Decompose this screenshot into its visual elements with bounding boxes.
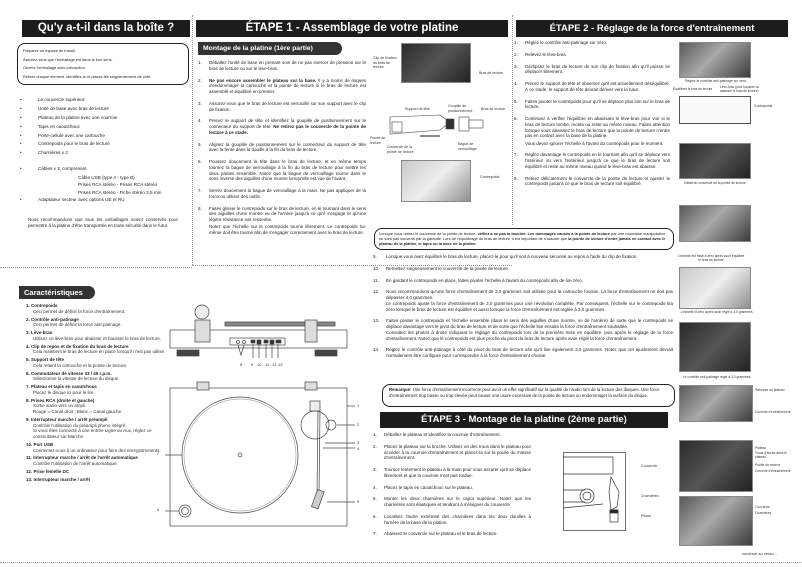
label-clip: Clip de fixation du bras de lecture [373, 56, 397, 70]
caption: L'échelle est mise à zéro après avoir équilibré le bras de lecture [677, 254, 745, 263]
feature-desc: Sélectionne la vitesse de lecture du disque. [33, 376, 120, 382]
headshell-diagram [380, 112, 490, 142]
platter-belt-photo [679, 385, 753, 422]
hinge-diagram [563, 452, 631, 532]
feature-title: Port USB [33, 441, 54, 447]
unpacking-instructions-box [17, 43, 189, 85]
feature-item [26, 455, 166, 467]
antiskate-zero-photo [679, 42, 751, 78]
label-counterweight: Contrepoids [754, 104, 773, 108]
intro-line: Assurez-vous que l'emballage est dans le bon sens. [23, 56, 113, 62]
callout-11: 11 [265, 362, 270, 367]
feature-item [26, 384, 166, 396]
label-cover: Couvercle [641, 464, 658, 468]
feature-number: 3. [26, 330, 30, 335]
step3-list [373, 432, 531, 543]
feature-title: Interrupteur marche / arrêt de l'arrêt automatique [33, 455, 138, 461]
step-item: 14. Réglez le contrôle anti-patinage à côté du pivot du bras de lecture afin qu'il lise également 3,0 grammes. Notez que cet ajustement devrait normalement être configuré pour correspondre à la force d'entraînement choisie. [373, 347, 673, 358]
list-subitem: Câble USB (type A - type B) [78, 175, 135, 180]
step-item: 3. Assurez-vous que le bras de lecture est verrouillé sur son support avec le clip de fixation. [198, 100, 366, 112]
step1-list [198, 60, 366, 242]
feature-number: 9. [26, 416, 30, 422]
feature-number: 1. [26, 303, 30, 308]
feature-title: Interrupteur marche / arrêt [33, 476, 91, 482]
label-pin: Goupille de positionnement [448, 104, 473, 113]
feature-item [26, 442, 166, 454]
features-list [26, 303, 166, 484]
step-item: 5. Faites pivoter le contrepoids pour qu'il se déplace plus loin sur le bras de lecture. [514, 98, 670, 110]
label-drive-belt: Courroie d'entraînement [755, 410, 791, 414]
label-arm: Bras de lecture [479, 71, 504, 75]
step2-title: ÉTAPE 2 - Réglage de la force d'entraînement [516, 20, 788, 37]
feature-desc: Sortie audio vers un ampli. [33, 403, 87, 409]
feature-number: 11. [26, 455, 33, 461]
feature-number: 4. [26, 343, 30, 349]
label-hinges: Charnières [641, 494, 659, 498]
list-subitem: Prises RCA stéréo - Fiche stéréo 3,5 mm [78, 189, 162, 195]
list-item: • Câbles x 3, comprenant [10, 166, 190, 172]
feature-item [26, 417, 166, 440]
divider [0, 562, 802, 563]
label-arm2: Bras de lecture [481, 107, 506, 111]
step2-list-continued [373, 254, 673, 365]
divider [0, 267, 192, 268]
callout-7: 7 [157, 452, 159, 456]
step-item: 11. En gardant le contrepoids en place, faites pivoter l'échelle à l'avant du contrepoids afin de lire zéro. [373, 277, 583, 283]
tonearm-clip-photo [401, 43, 471, 83]
label-lid: Couvercle [755, 505, 770, 509]
feature-item [26, 357, 166, 369]
antiskate-3g-photo [679, 322, 751, 372]
feature-title: Clip de repos et de fixation du bras de lecture [31, 343, 129, 349]
callout-6: 6 [157, 508, 159, 512]
platter-pulley-photo [679, 440, 753, 492]
feature-desc: Connectez-vous à un ordinateur pour faire des enregistrements. [33, 447, 161, 453]
label-counterweight: Contrepoids [480, 175, 500, 179]
step-item: 4. Placez le tapis en caoutchouc sur le plateau. [373, 484, 474, 490]
list-item: • Porte-cellule avec une cartouche [10, 133, 190, 139]
step-item: 9. Lorsque vous avez équilibré le bras de lecture, placez-le pour qu'il soit à nouveau sécurisé au repos à l'aide du clip de fixation. [373, 254, 638, 259]
feature-title: Commutateur de vitesse 33 / 45 r.p.m. [31, 370, 112, 376]
packaging-note: Nous recommandons que tous les emballages soient conservés pour permettre à la platine d'être transportée en toute sécurité dans le futur. [28, 217, 178, 228]
callout-12: 12 [272, 362, 277, 367]
feature-number: 2. [26, 316, 30, 322]
callout-2: 2 [357, 422, 360, 427]
feature-title: Prises RCA (droite et gauche) [31, 397, 95, 403]
callout-9: 9 [251, 362, 254, 367]
step-item: 6. Poussez doucement la tête dans le bras de lecture, et en même temps tournez la bague de verrouillage à la fin du bras de lecture pour mettre les deux parties ensemble. Notez que la bague de verrouillage tourne dans le sens inverse des aiguilles d'une montre lorsqu'elle est vue de l'avant. [198, 159, 366, 182]
label-stylus: Pointe de lecture [370, 136, 386, 145]
step-item: 10. Remettez soigneusement le couvercle de la pointe de lecture. [373, 265, 510, 271]
feature-title: Lève-bras [31, 330, 53, 335]
feature-desc: Cela retient la cartouche et la pointe de lecture. [33, 362, 128, 368]
callout-8: 8 [240, 362, 243, 367]
step-item: 7. Serrez doucement la bague de verrouillage à la main. Ne pas appliquer de la force ou utiliser des outils. [198, 188, 366, 199]
label-ring: Bague de verrouillage [458, 142, 477, 151]
step2-list [514, 40, 670, 193]
list-item: • Unité de base avec bras de lecture [10, 106, 190, 112]
feature-item [26, 477, 166, 483]
step-item: 4. Prenez le support de tête et observez qu'il est actuellement déséquilibré. À ce stade, le support de tête devrait dériver vers le haut. [514, 81, 670, 92]
list-item: • Plateau de la platine avec une courroie [10, 115, 190, 121]
stylus-cover-photo [679, 143, 751, 179]
step-item: 5. Monter les deux charnières sur le capot supérieur. Notez que les charnières sont élastiques et tendront à s'éloigner du couvercle. [373, 496, 531, 507]
box-contents-title: Qu'y a-t-il dans la boîte ? [22, 20, 190, 37]
feature-desc: Ceci permet de définir la force d'entraînement. [33, 308, 126, 314]
step-item: 1. Déballez le plateau et identifiez la courroie d'entraînement. [373, 432, 501, 437]
step-item: 3. Déclipsez le bras de lecture de son clip de fixation afin qu'il puisse se déplacer librement. [514, 63, 670, 75]
step-item: 8. Retirez délicatement le couvercle de la pointe de lecture et ajustez le contrepoids jusqu'à ce que le bras de lecture soit équilibré. [514, 175, 670, 187]
label-hinges-photo: Charnières [755, 511, 772, 515]
feature-item [26, 303, 166, 315]
feature-number: 6. [26, 370, 30, 376]
callout-5: 5 [357, 499, 360, 504]
counterweight-photo [401, 160, 471, 202]
step-item: 4. Prenez le support de tête et identifiez la goupille de positionnement sur le connecteur du support de tête. Ne retirez pas le couvercle de la pointe de lecture à ce stade. [198, 118, 366, 135]
feature-desc: Utilisez ce lève-bras pour abaisser et hausser le bras de lecture. [33, 335, 162, 341]
step-item: 2. Placez le plateau sur la broche. Utilisez un des trous dans le plateau pour accéder à la courroie d'entraînement et placez-la sur la poulie du moteur d'entraînement. [373, 443, 531, 461]
label-balance: Équilibrez le bras de lecture [673, 87, 713, 91]
feature-item [26, 317, 166, 329]
intro-line: Préparez un espace de travail. [23, 48, 76, 53]
balance-diagram [679, 96, 751, 124]
list-item: • Contrepoids pour le bras de lecture [10, 141, 190, 147]
step-item: 13. Faites pivoter le contrepoids et l'échelle ensemble (dans le sens des aiguilles d'une montre, vu de l'arrière) de sorte que le contrepoids se déplace davantage vers le pivot du bras de lecture et de sorte que l'échelle lise ensuite la force d'entraînement souhaitée. Consultez les photos à droite indiquant le réglage du contrepoids lors de la première mise en équilibre, puis après le réglage de la force d'entraînement. Notez que le contrepoids est plus proche du pivot du bras de lecture après avoir réglé la force d'entraînement. [373, 318, 673, 341]
caption: Détail du couvercle de la pointe de lecture [684, 181, 746, 185]
step-item: 8. Faites glisser le contrepoids sur le bras de lecture, en le tournant dans le sens des aiguilles d'une montre vu de l'arrière jusqu'à ce qu'il s'engage et qu'une légère résistance soit ressentie. Notez que l'échelle sur le contrepoids tourne librement. Le contrepoids lui-même doit être tourné afin de s'engager correctement avec le bras de lecture. [198, 205, 366, 235]
feature-item [26, 344, 166, 356]
features-title: Caractéristiques [19, 286, 95, 299]
feature-title: Plateau et tapis en caoutchouc [31, 384, 98, 389]
feature-desc: Rouge = Canal droit ; Blanc = Canal gauche. [33, 409, 123, 414]
callout-4: 4 [357, 446, 360, 451]
step-item: 1. Réglez le contrôle anti-patinage sur zéro. [514, 40, 608, 45]
scale-zero-photo [679, 205, 751, 242]
feature-desc: Cela maintient le bras de lecture en place lorsqu'il n'est pas utilisé. [33, 349, 166, 355]
label-platter-groove: Rainures du plateau [755, 388, 785, 392]
label-motor-pulley: Poulie du moteur [755, 463, 780, 467]
step-item: 7. Réglez davantage le contrepoids en le tournant afin qu'il se déplace vers l'intérieur ou vers l'extérieur jusqu'à ce que le bras de lecture soit équilibré et reste au même niveau quand le lève-bras est abaissé. [514, 152, 670, 169]
step-item: 1. Déballez l'unité de base en prenant soin de ne pas exercer de pression sur le bras de lecture ou sur le lève-bras. [198, 60, 366, 71]
step-item: 3. Tournez lentement le plateau à la main pour vous assurer qu'il se déplace librement et que la courroie n'est pas tordue. [373, 467, 531, 478]
feature-desc: Ceci permet de définir la force anti-patinage. [33, 322, 122, 328]
feature-number: 8. [26, 397, 30, 403]
feature-item [26, 330, 166, 342]
scale-3g-photo [679, 267, 751, 309]
step1-title: ÉTAPE 1 - Assemblage de votre platine [196, 20, 508, 37]
stylus-warning-box: Lorsque vous retirez le couvercle de la pointe de lecture, veillez à ne pas la toucher. Les dommages causés à la pointe de lecture par une mauvaise manipulation ne sont pas couverts par la garantie. Lors de l'équilibrage du bras de lecture, il est important de s'assurer que la pointe de lecture n'entre jamais en contact avec le plateau de la platine, le tapis ou la base de la platine. [374, 228, 674, 250]
label-drive-belt: Courroie d'entraînement [755, 469, 791, 473]
list-item: • Charnières x 2 [10, 150, 190, 156]
label-armlift: Lève-bras (pour hausser ou abaisser le bras de lecture) [720, 85, 760, 94]
list-item: • Tapis en caoutchouc [10, 124, 190, 130]
caption: Le contrôle anti-patinage réglé à 3,0 grammes. [682, 375, 752, 379]
callout-1: 1 [357, 403, 360, 408]
feature-item [26, 371, 166, 383]
feature-title: Interrupteur marche / arrêt préampli [31, 416, 108, 422]
feature-title: Support de tête [31, 357, 65, 362]
turntable-diagram [165, 300, 375, 535]
feature-number: 12. [26, 468, 33, 474]
list-item: • Le couvercle supérieur [10, 97, 190, 103]
step-item: 6. Continuez à vérifier l'équilibre en abaissant le lève-bras pour voir si le bras de lecture tombe, monte ou reste au même niveau. Faites attention lorsque vous abaissez le bras de lecture que la pointe de lecture n'entre pas en contact avec la base de la platine. Vous devez ignorer l'échelle à l'avant du contrepoids pour le moment. [514, 116, 670, 146]
divider [512, 15, 513, 225]
label-access-holes: Trous d'accès dans le plateau [755, 451, 787, 460]
callout-13: 13 [278, 362, 283, 367]
feature-number: 5. [26, 357, 30, 362]
callout-3: 3 [357, 440, 360, 445]
feature-desc: Contrôle l'utilisation du préampli phono intégré. [33, 422, 127, 428]
caption: L'échelle lit zéro après avoir réglé à 3,0 grammes. [680, 310, 754, 314]
caption: Réglez le contrôle anti-patinage sur zéro. [685, 79, 747, 83]
label-headshell: Support de tête [405, 107, 430, 111]
feature-desc: Placez le disque ici pour le lire. [33, 389, 95, 395]
step1-subtitle: Montage de la platine (1ère partie) [198, 42, 342, 55]
step-item: 12. Nous recommandons qu'une force d'entraînement de 3,0 grammes soit utilisée pour la cartouche fournie. La force d'entraînement ne doit pas dépasser 4,0 grammes. Le contrepoids ajuste la force d'entraînement de 3,0 grammes pour une révolution complète. Par conséquent, l'échelle sur le contrepoids lira zéro lorsque le bras de lecture est équilibré et aussi lorsque la force d'entraînement est réglée à 3,0 grammes. [373, 289, 673, 312]
feature-title: Prise femelle DC [33, 468, 70, 474]
feature-item [26, 469, 166, 475]
feature-number: 7. [26, 384, 30, 389]
step-item: 2. Relevez le lève-bras. [514, 51, 568, 57]
lid-hinges-photo [679, 496, 753, 546]
step-item: 6. Localisez l'autre extrémité des charnières dans les deux douilles à l'arrière de la base de la platine. [373, 513, 531, 525]
feature-title: Contrepoids [31, 303, 58, 308]
continued-note: continué au verso... [742, 551, 777, 556]
callout-10: 10 [257, 362, 262, 367]
feature-number: 10. [26, 441, 33, 447]
feature-desc: Contrôle l'utilisation de l'arrêt automatique. [33, 461, 118, 466]
intro-line: Retirez chaque élément, identifiez-le et placez-les soigneusement de côté. [23, 73, 152, 79]
step-item: 5. Alignez la goupille de positionnement sur le connecteur du support de tête avec la fente dans la douille à la fin du bras de lecture. [198, 141, 366, 153]
label-stylus-cover: Couvercle de la pointe de lecture [387, 145, 414, 154]
divider [192, 15, 193, 265]
box-contents-list [10, 97, 190, 206]
intro-line: Ouvrez l'emballage avec précaution. [23, 65, 86, 70]
step3-title: ÉTAPE 3 - Montage de la platine (2ème partie) [380, 412, 668, 428]
remark-box: Remarque: Une force d'entraînement incorrecte peut avoir un effet significatif sur la qualité de l'audio lors de la lecture des disques. Une force d'entraînement trop basse ou trop élevée peut causer une usure excessive de la pointe de lecture ou endommager la surface du disque. [382, 384, 675, 407]
feature-item [26, 398, 166, 415]
feature-title: Contrôle anti-patinage [31, 316, 79, 322]
step-item: 7. Abaissez le couvercle sur le plateau et le bras de lecture. [373, 531, 498, 537]
feature-desc: Si vous êtes connecté à une entrée Ligne ou Aux, réglez ce commutateur sur Marche. [33, 428, 152, 439]
list-subitem: Prises RCA stéréo - Prises RCA stéréo [78, 182, 158, 188]
label-platter: Plateau [755, 446, 767, 450]
list-item: • Adaptateur secteur avec options UE et RU [10, 197, 190, 203]
step-item: 2. Ne pas encore assembler le plateau sur la base. Il y a moins de risques d'endommager la cartouche et la pointe de lecture si le bras de lecture est assemblé et équilibré en premier. [198, 77, 366, 94]
feature-number: 13. [26, 476, 33, 482]
label-sockets: Pitons [641, 514, 651, 518]
